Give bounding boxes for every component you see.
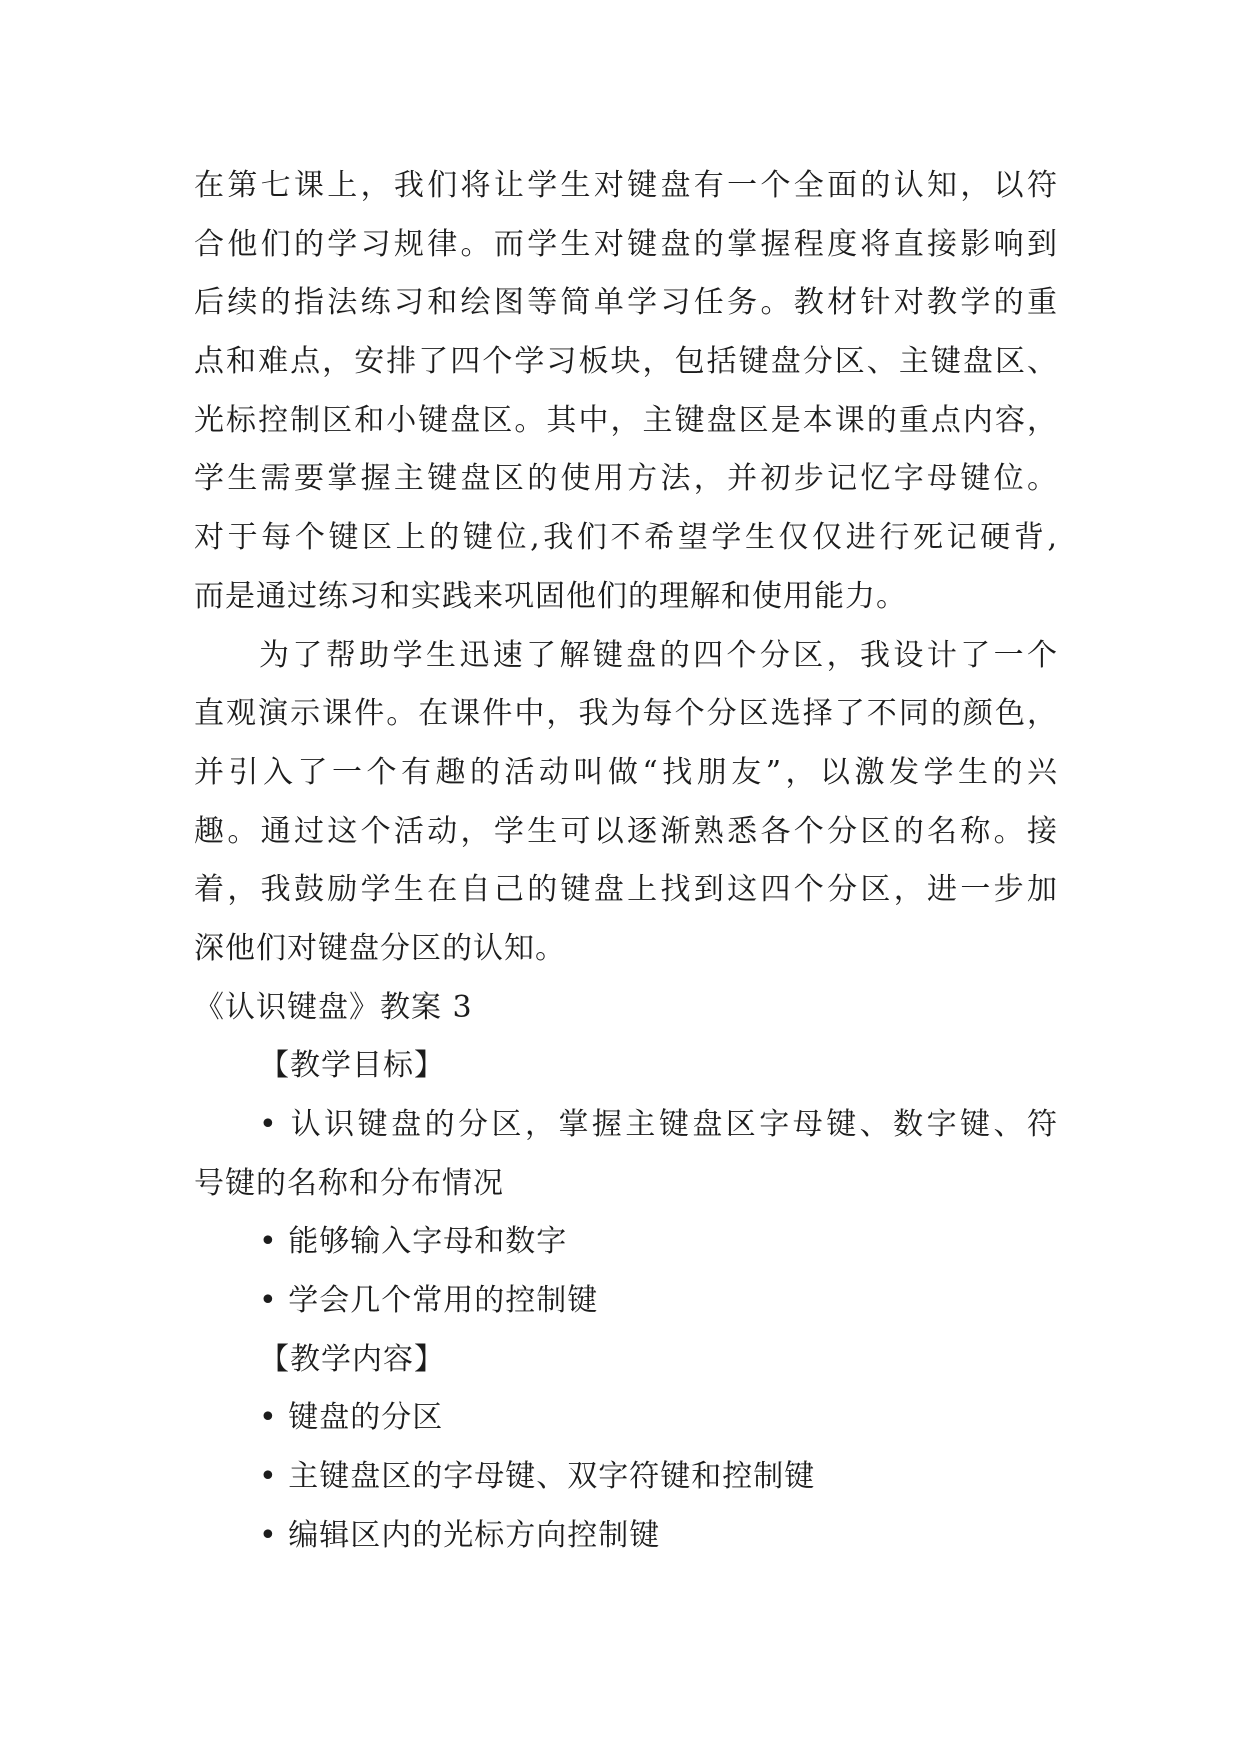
document-body [194,157,1058,1566]
body-text-line: 学生需要掌握主键盘区的使用方法，并初步记忆字母键位。 [194,461,1058,497]
body-text-line: 直观演示课件。在课件中，我为每个分区选择了不同的颜色， [194,696,1058,732]
teaching-content-heading: 【教学内容】 [259,1341,445,1377]
body-text-line: 在第七课上，我们将让学生对键盘有一个全面的认知，以符 [194,168,1058,203]
content-item: • 主键盘区的字母键、双字符键和控制键 [259,1459,816,1495]
teaching-objectives-section [194,1037,1058,1330]
content-item: • 编辑区内的光标方向控制键 [259,1517,661,1553]
activity-paragraph [194,627,1058,979]
body-text-line: 合他们的学习规律。而学生对键盘的掌握程度将直接影响到 [194,226,1058,262]
content-item: • 键盘的分区 [259,1400,444,1436]
teaching-objectives-heading: 【教学目标】 [259,1048,445,1084]
objective-item: • 认识键盘的分区，掌握主键盘区字母键、数字键、符 [259,1107,1058,1142]
objective-item-continuation: 号键的名称和分布情况 [194,1165,504,1201]
body-text-line: 后续的指法练习和绘图等简单学习任务。教材针对教学的重 [194,285,1058,321]
teaching-content-section [194,1331,1058,1566]
body-text-line: 着，我鼓励学生在自己的键盘上找到这四个分区，进一步加 [194,872,1058,908]
body-text-line: 而是通过练习和实践来巩固他们的理解和使用能力。 [194,578,907,614]
body-text-line: 趣。通过这个活动，学生可以逐渐熟悉各个分区的名称。接 [194,813,1058,849]
body-text-line: 对于每个键区上的键位,我们不希望学生仅仅进行死记硬背, [194,520,1058,556]
objective-item: • 能够输入字母和数字 [259,1224,568,1260]
body-text-line: 为了帮助学生迅速了解键盘的四个分区，我设计了一个 [259,637,1058,673]
body-text-line: 光标控制区和小键盘区。其中，主键盘区是本课的重点内容， [194,402,1058,438]
objective-item: • 学会几个常用的控制键 [259,1283,599,1319]
body-text-line: 深他们对键盘分区的认知。 [194,930,566,966]
body-text-line: 点和难点，安排了四个学习板块，包括键盘分区、主键盘区、 [194,344,1058,380]
intro-paragraph [194,157,1058,627]
body-text-line: 并引入了一个有趣的活动叫做“找朋友”，以激发学生的兴 [194,754,1058,790]
lesson-plan-title: 《认识键盘》教案 3 [194,989,473,1025]
